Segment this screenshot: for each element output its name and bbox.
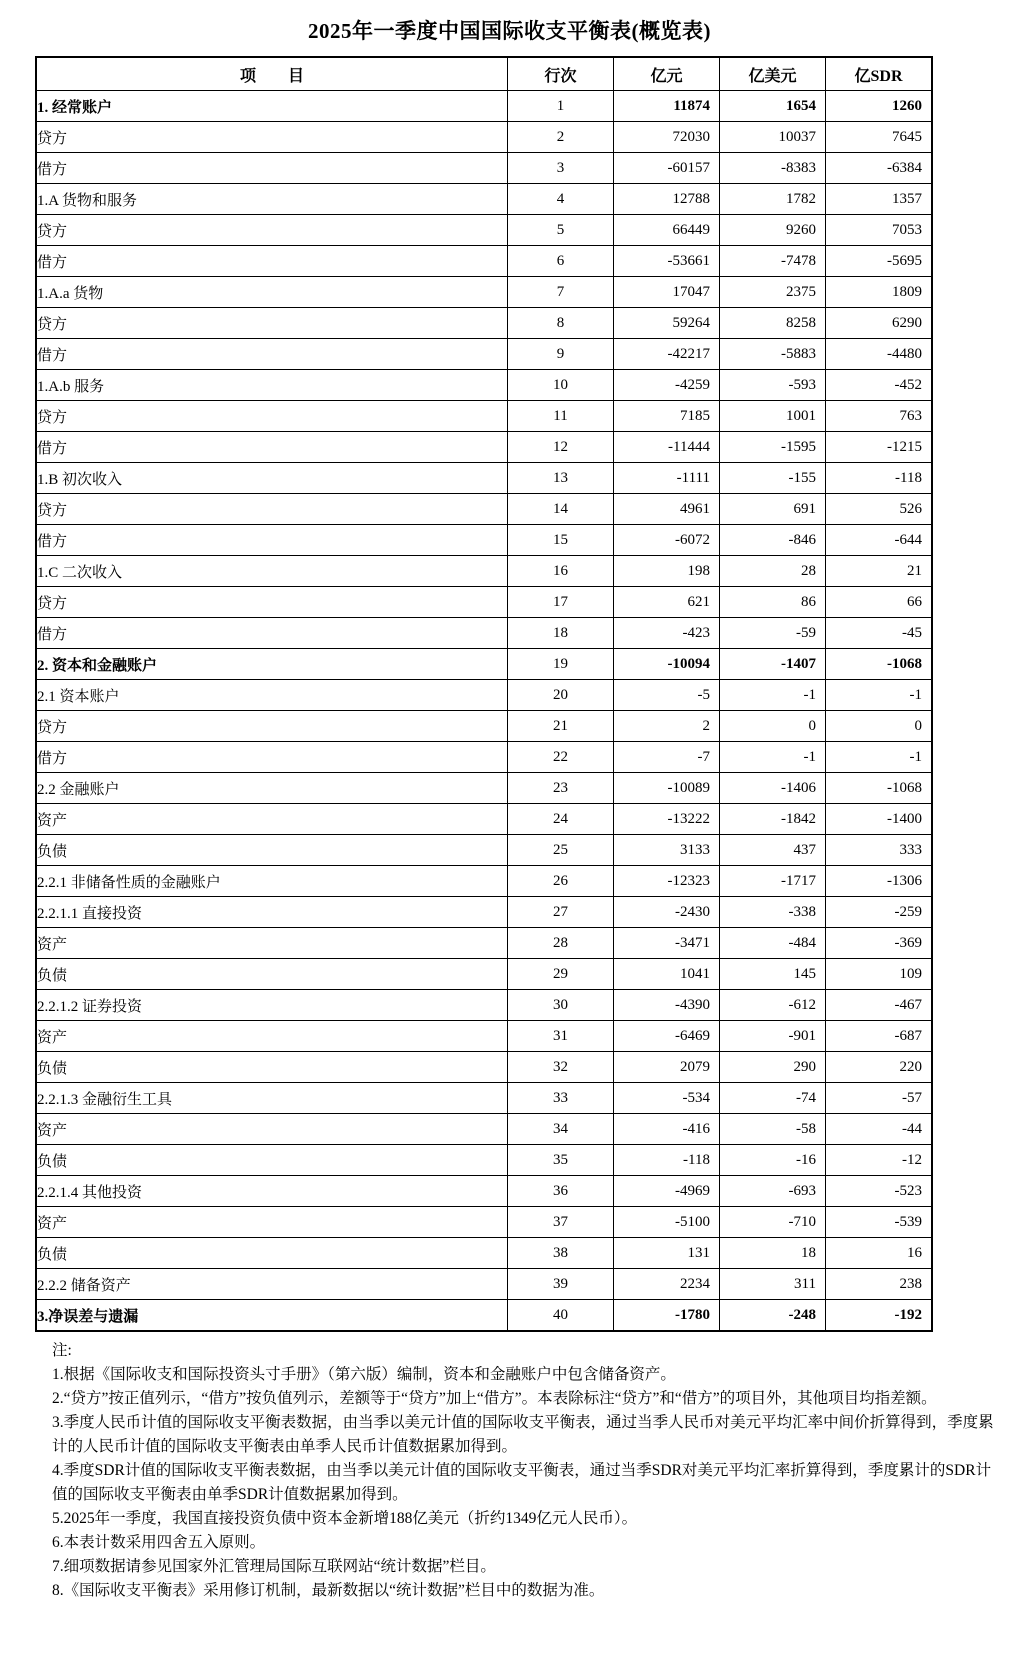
item-cell: 2.1 资本账户 (36, 680, 508, 711)
usd-value-cell: 18 (720, 1238, 826, 1269)
line-number-cell: 29 (508, 959, 614, 990)
line-number-cell: 8 (508, 308, 614, 339)
usd-value-cell: 311 (720, 1269, 826, 1300)
table-row (36, 1176, 932, 1207)
cny-value-cell: -13222 (614, 804, 720, 835)
line-number-cell: 26 (508, 866, 614, 897)
item-cell: 资产 (36, 1021, 508, 1052)
usd-header: 亿美元 (720, 57, 826, 91)
item-cell: 借方 (36, 742, 508, 773)
note-item: 4.季度SDR计值的国际收支平衡表数据，由当季以美元计值的国际收支平衡表，通过当季SDR对美元平均汇率折算得到，季度累计的SDR计值的国际收支平衡表由单季SDR计值数据累加得到。 (52, 1462, 992, 1503)
item-cell: 2.2.1.3 金融衍生工具 (36, 1083, 508, 1114)
line-number-cell: 32 (508, 1052, 614, 1083)
item-cell: 2.2.1 非储备性质的金融账户 (36, 866, 508, 897)
line-number-cell: 23 (508, 773, 614, 804)
sdr-value-cell: -1068 (826, 649, 933, 680)
item-cell: 借方 (36, 339, 508, 370)
table-row (36, 804, 932, 835)
usd-value-cell: -612 (720, 990, 826, 1021)
sdr-value-cell: -1306 (826, 866, 933, 897)
line-number-cell: 2 (508, 122, 614, 153)
cny-value-cell: 11874 (614, 91, 720, 122)
table-row (36, 680, 932, 711)
cny-value-cell: -4969 (614, 1176, 720, 1207)
cny-value-cell: -5 (614, 680, 720, 711)
sdr-value-cell: -539 (826, 1207, 933, 1238)
table-row (36, 1052, 932, 1083)
line-number-cell: 9 (508, 339, 614, 370)
line-number-cell: 6 (508, 246, 614, 277)
cny-value-cell: -2430 (614, 897, 720, 928)
line-number-cell: 25 (508, 835, 614, 866)
table-row (36, 897, 932, 928)
line-number-cell: 18 (508, 618, 614, 649)
item-header: 项 目 (36, 57, 508, 91)
table-row (36, 587, 932, 618)
sdr-value-cell: -467 (826, 990, 933, 1021)
usd-value-cell: 28 (720, 556, 826, 587)
line-number-cell: 39 (508, 1269, 614, 1300)
item-cell: 2.2 金融账户 (36, 773, 508, 804)
item-cell: 1.A.b 服务 (36, 370, 508, 401)
item-cell: 3.净误差与遗漏 (36, 1300, 508, 1332)
line-number-cell: 38 (508, 1238, 614, 1269)
line-number-cell: 16 (508, 556, 614, 587)
usd-value-cell: -846 (720, 525, 826, 556)
item-cell: 借方 (36, 618, 508, 649)
line-number-cell: 22 (508, 742, 614, 773)
sdr-value-cell: -192 (826, 1300, 933, 1332)
usd-value-cell: -1407 (720, 649, 826, 680)
item-cell: 贷方 (36, 587, 508, 618)
usd-value-cell: 145 (720, 959, 826, 990)
item-cell: 贷方 (36, 122, 508, 153)
cny-value-cell: 198 (614, 556, 720, 587)
sdr-value-cell: -1400 (826, 804, 933, 835)
line-number-cell: 11 (508, 401, 614, 432)
cny-value-cell: -1780 (614, 1300, 720, 1332)
item-cell: 2. 资本和金融账户 (36, 649, 508, 680)
sdr-value-cell: 7053 (826, 215, 933, 246)
table-row (36, 835, 932, 866)
sdr-value-cell: -4480 (826, 339, 933, 370)
sdr-header: 亿SDR (826, 57, 933, 91)
cny-value-cell: -11444 (614, 432, 720, 463)
table-row (36, 494, 932, 525)
usd-value-cell: -1842 (720, 804, 826, 835)
sdr-value-cell: -57 (826, 1083, 933, 1114)
table-row (36, 773, 932, 804)
usd-value-cell: -1717 (720, 866, 826, 897)
line-number-cell: 10 (508, 370, 614, 401)
cny-value-cell: 72030 (614, 122, 720, 153)
cny-value-cell: -534 (614, 1083, 720, 1114)
usd-value-cell: -59 (720, 618, 826, 649)
item-cell: 资产 (36, 928, 508, 959)
item-cell: 2.2.1.2 证券投资 (36, 990, 508, 1021)
item-cell: 负债 (36, 1238, 508, 1269)
item-cell: 2.2.1.4 其他投资 (36, 1176, 508, 1207)
table-row (36, 618, 932, 649)
cny-value-cell: -4390 (614, 990, 720, 1021)
line-number-cell: 24 (508, 804, 614, 835)
line-number-cell: 13 (508, 463, 614, 494)
cny-value-cell: 17047 (614, 277, 720, 308)
line-number-cell: 4 (508, 184, 614, 215)
sdr-value-cell: 1809 (826, 277, 933, 308)
table-row (36, 1021, 932, 1052)
sdr-value-cell: 16 (826, 1238, 933, 1269)
item-cell: 负债 (36, 1145, 508, 1176)
usd-value-cell: -16 (720, 1145, 826, 1176)
table-row (36, 184, 932, 215)
item-cell: 负债 (36, 835, 508, 866)
item-cell: 借方 (36, 525, 508, 556)
line-number-cell: 21 (508, 711, 614, 742)
usd-value-cell: -593 (720, 370, 826, 401)
item-cell: 2.2.2 储备资产 (36, 1269, 508, 1300)
cny-value-cell: -1111 (614, 463, 720, 494)
line-number-cell: 20 (508, 680, 614, 711)
notes-section (52, 1339, 997, 1603)
cny-value-cell: -7 (614, 742, 720, 773)
item-cell: 贷方 (36, 308, 508, 339)
cny-value-cell: 2079 (614, 1052, 720, 1083)
sdr-value-cell: -45 (826, 618, 933, 649)
sdr-value-cell: -523 (826, 1176, 933, 1207)
table-row (36, 990, 932, 1021)
sdr-value-cell: -1 (826, 742, 933, 773)
line-number-cell: 19 (508, 649, 614, 680)
table-row (36, 866, 932, 897)
table-row (36, 1238, 932, 1269)
cny-value-cell: -416 (614, 1114, 720, 1145)
sdr-value-cell: -6384 (826, 153, 933, 184)
cny-value-cell: -10089 (614, 773, 720, 804)
table-row (36, 401, 932, 432)
sdr-value-cell: 1357 (826, 184, 933, 215)
table-row (36, 928, 932, 959)
sdr-value-cell: 763 (826, 401, 933, 432)
table-row (36, 711, 932, 742)
cny-value-cell: -60157 (614, 153, 720, 184)
sdr-value-cell: 109 (826, 959, 933, 990)
table-row (36, 308, 932, 339)
line-number-cell: 37 (508, 1207, 614, 1238)
page-title: 2025年一季度中国国际收支平衡表(概览表) (308, 19, 711, 43)
cny-value-cell: 12788 (614, 184, 720, 215)
note-item: 2.“贷方”按正值列示，“借方”按负值列示，差额等于“贷方”加上“借方”。本表除标注“贷方”和“借方”的项目外，其他项目均指差额。 (52, 1390, 937, 1407)
table-body (36, 91, 932, 1332)
sdr-value-cell: 1260 (826, 91, 933, 122)
line-number-cell: 36 (508, 1176, 614, 1207)
table-row (36, 246, 932, 277)
usd-value-cell: -58 (720, 1114, 826, 1145)
sdr-value-cell: -687 (826, 1021, 933, 1052)
line-number-cell: 1 (508, 91, 614, 122)
item-cell: 贷方 (36, 401, 508, 432)
usd-value-cell: -5883 (720, 339, 826, 370)
table-row (36, 1269, 932, 1300)
table-row (36, 1114, 932, 1145)
line-number-cell: 40 (508, 1300, 614, 1332)
line-number-cell: 34 (508, 1114, 614, 1145)
item-cell: 1.C 二次收入 (36, 556, 508, 587)
cny-header: 亿元 (614, 57, 720, 91)
sdr-value-cell: -12 (826, 1145, 933, 1176)
sdr-value-cell: 526 (826, 494, 933, 525)
item-cell: 贷方 (36, 711, 508, 742)
sdr-value-cell: -452 (826, 370, 933, 401)
usd-value-cell: -248 (720, 1300, 826, 1332)
table-row (36, 370, 932, 401)
usd-value-cell: 1654 (720, 91, 826, 122)
usd-value-cell: -74 (720, 1083, 826, 1114)
cny-value-cell: -42217 (614, 339, 720, 370)
line-number-cell: 31 (508, 1021, 614, 1052)
note-item: 1.根据《国际收支和国际投资头寸手册》（第六版）编制，资本和金融账户中包含储备资产。 (52, 1366, 676, 1383)
table-row (36, 525, 932, 556)
table-row (36, 1145, 932, 1176)
item-cell: 1.A.a 货物 (36, 277, 508, 308)
note-item: 8.《国际收支平衡表》采用修订机制，最新数据以“统计数据”栏目中的数据为准。 (52, 1582, 605, 1599)
sdr-value-cell: 333 (826, 835, 933, 866)
sdr-value-cell: -1068 (826, 773, 933, 804)
line-number-cell: 12 (508, 432, 614, 463)
usd-value-cell: -1 (720, 742, 826, 773)
sdr-value-cell: 220 (826, 1052, 933, 1083)
line-number-cell: 28 (508, 928, 614, 959)
usd-value-cell: -693 (720, 1176, 826, 1207)
line-number-cell: 30 (508, 990, 614, 1021)
cny-value-cell: 131 (614, 1238, 720, 1269)
sdr-value-cell: 21 (826, 556, 933, 587)
cny-value-cell: 1041 (614, 959, 720, 990)
cny-value-cell: -4259 (614, 370, 720, 401)
line-number-cell: 7 (508, 277, 614, 308)
table-row (36, 1207, 932, 1238)
cny-value-cell: 66449 (614, 215, 720, 246)
usd-value-cell: -710 (720, 1207, 826, 1238)
table-row (36, 91, 932, 122)
sdr-value-cell: 66 (826, 587, 933, 618)
usd-value-cell: -155 (720, 463, 826, 494)
usd-value-cell: 8258 (720, 308, 826, 339)
cny-value-cell: -10094 (614, 649, 720, 680)
usd-value-cell: 0 (720, 711, 826, 742)
cny-value-cell: -5100 (614, 1207, 720, 1238)
table-row (36, 463, 932, 494)
note-item: 5.2025年一季度，我国直接投资负债中资本金新增188亿美元（折约1349亿元人民币）。 (52, 1510, 638, 1527)
usd-value-cell: -1595 (720, 432, 826, 463)
usd-value-cell: -1 (720, 680, 826, 711)
usd-value-cell: -338 (720, 897, 826, 928)
usd-value-cell: 9260 (720, 215, 826, 246)
table-row (36, 556, 932, 587)
header-row (36, 57, 932, 91)
usd-value-cell: -8383 (720, 153, 826, 184)
cny-value-cell: 2 (614, 711, 720, 742)
cny-value-cell: -53661 (614, 246, 720, 277)
usd-value-cell: 1782 (720, 184, 826, 215)
item-cell: 借方 (36, 153, 508, 184)
item-cell: 资产 (36, 1207, 508, 1238)
item-cell: 2.2.1.1 直接投资 (36, 897, 508, 928)
cny-value-cell: 4961 (614, 494, 720, 525)
cny-value-cell: 59264 (614, 308, 720, 339)
line-number-cell: 5 (508, 215, 614, 246)
cny-value-cell: -6072 (614, 525, 720, 556)
line-number-cell: 3 (508, 153, 614, 184)
table-row (36, 742, 932, 773)
item-cell: 借方 (36, 432, 508, 463)
sdr-value-cell: -1 (826, 680, 933, 711)
sdr-value-cell: -369 (826, 928, 933, 959)
table-row (36, 122, 932, 153)
sdr-value-cell: -259 (826, 897, 933, 928)
usd-value-cell: 290 (720, 1052, 826, 1083)
balance-of-payments-table (35, 56, 933, 1332)
table-header (36, 57, 932, 91)
item-cell: 借方 (36, 246, 508, 277)
line-number-cell: 14 (508, 494, 614, 525)
usd-value-cell: 437 (720, 835, 826, 866)
table-row (36, 649, 932, 680)
sdr-value-cell: 238 (826, 1269, 933, 1300)
item-cell: 负债 (36, 959, 508, 990)
sdr-value-cell: 6290 (826, 308, 933, 339)
table-row (36, 1083, 932, 1114)
line-number-cell: 35 (508, 1145, 614, 1176)
item-cell: 资产 (36, 804, 508, 835)
line-number-cell: 17 (508, 587, 614, 618)
item-cell: 贷方 (36, 494, 508, 525)
table-row (36, 959, 932, 990)
table-row (36, 339, 932, 370)
sdr-value-cell: -5695 (826, 246, 933, 277)
cny-value-cell: 2234 (614, 1269, 720, 1300)
table-row (36, 215, 932, 246)
usd-value-cell: -901 (720, 1021, 826, 1052)
cny-value-cell: -118 (614, 1145, 720, 1176)
line-number-cell: 15 (508, 525, 614, 556)
sdr-value-cell: -1215 (826, 432, 933, 463)
sdr-value-cell: -44 (826, 1114, 933, 1145)
cny-value-cell: 621 (614, 587, 720, 618)
item-cell: 1. 经常账户 (36, 91, 508, 122)
cny-value-cell: -3471 (614, 928, 720, 959)
item-cell: 资产 (36, 1114, 508, 1145)
usd-value-cell: 1001 (720, 401, 826, 432)
usd-value-cell: 691 (720, 494, 826, 525)
note-item: 7.细项数据请参见国家外汇管理局国际互联网站“统计数据”栏目。 (52, 1558, 496, 1575)
line-header: 行次 (508, 57, 614, 91)
item-cell: 1.A 货物和服务 (36, 184, 508, 215)
sdr-value-cell: -118 (826, 463, 933, 494)
usd-value-cell: -7478 (720, 246, 826, 277)
table-row (36, 432, 932, 463)
item-cell: 1.B 初次收入 (36, 463, 508, 494)
sdr-value-cell: -644 (826, 525, 933, 556)
cny-value-cell: -6469 (614, 1021, 720, 1052)
cny-value-cell: 3133 (614, 835, 720, 866)
table-row (36, 277, 932, 308)
usd-value-cell: 10037 (720, 122, 826, 153)
note-item: 3.季度人民币计值的国际收支平衡表数据，由当季以美元计值的国际收支平衡表，通过当季人民币对美元平均汇率中间价折算得到，季度累计的人民币计值的国际收支平衡表由单季人民币计值数据累加得到。 (52, 1414, 994, 1455)
cny-value-cell: -423 (614, 618, 720, 649)
cny-value-cell: 7185 (614, 401, 720, 432)
sdr-value-cell: 7645 (826, 122, 933, 153)
line-number-cell: 33 (508, 1083, 614, 1114)
item-cell: 贷方 (36, 215, 508, 246)
usd-value-cell: -1406 (720, 773, 826, 804)
usd-value-cell: -484 (720, 928, 826, 959)
line-number-cell: 27 (508, 897, 614, 928)
cny-value-cell: -12323 (614, 866, 720, 897)
table-row (36, 153, 932, 184)
table-row (36, 1300, 932, 1332)
notes-label: 注: (52, 1342, 72, 1359)
note-item: 6.本表计数采用四舍五入原则。 (52, 1534, 266, 1551)
usd-value-cell: 2375 (720, 277, 826, 308)
sdr-value-cell: 0 (826, 711, 933, 742)
usd-value-cell: 86 (720, 587, 826, 618)
item-cell: 负债 (36, 1052, 508, 1083)
